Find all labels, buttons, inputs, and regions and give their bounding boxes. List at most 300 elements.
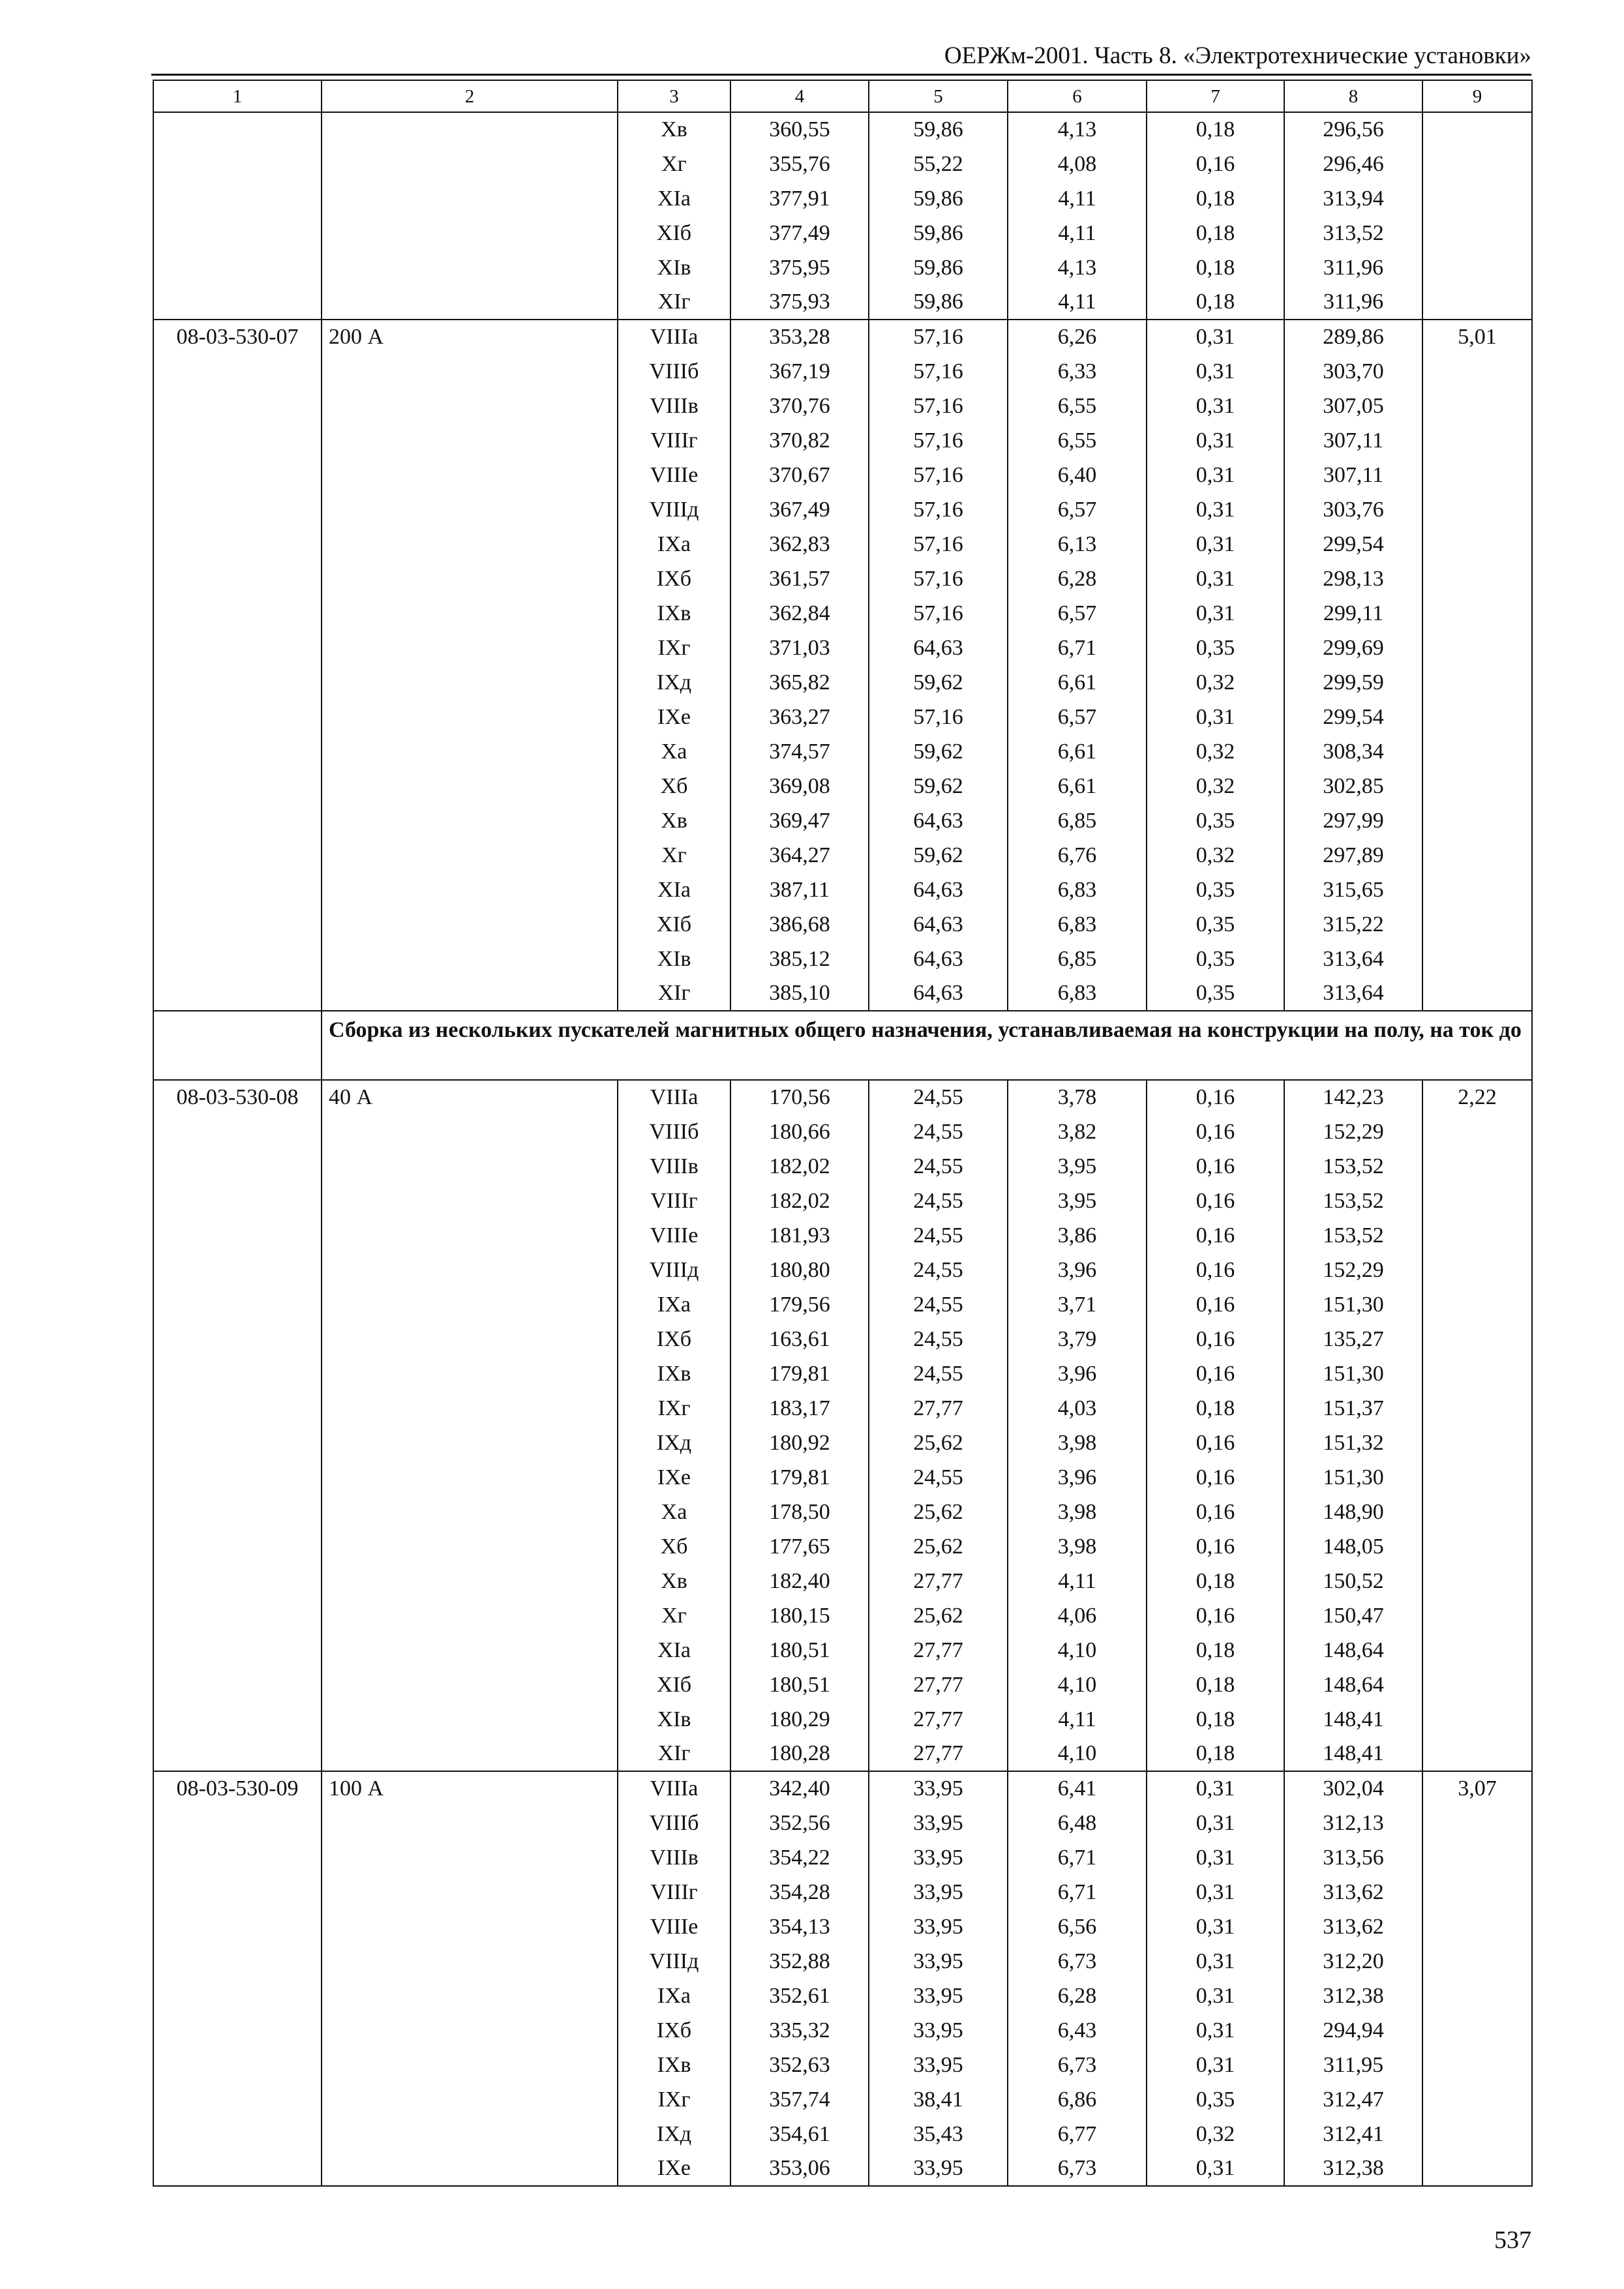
machines-cell: 3,71	[1008, 1287, 1147, 1322]
machines-cell: 6,26	[1008, 320, 1147, 354]
wages-cell: 27,77	[869, 1668, 1008, 1702]
materials-cell: 153,52	[1284, 1184, 1422, 1218]
total-cost-cell: 352,88	[730, 1944, 869, 1979]
machines-cell: 6,57	[1008, 596, 1147, 631]
total-cost-cell: 182,40	[730, 1564, 869, 1598]
total-cost-cell: 354,22	[730, 1840, 869, 1875]
zone-cell: Xв	[618, 112, 730, 147]
materials-cell: 312,13	[1284, 1806, 1422, 1840]
zone-cell: VIIIе	[618, 1909, 730, 1944]
wages-cell: 57,16	[869, 700, 1008, 734]
materials-cell: 313,64	[1284, 942, 1422, 976]
driver-wages-cell: 0,18	[1147, 216, 1284, 250]
zone-cell: IXа	[618, 1287, 730, 1322]
zone-cell: IXе	[618, 2151, 730, 2186]
wages-cell: 59,62	[869, 838, 1008, 873]
driver-wages-cell: 0,31	[1147, 492, 1284, 527]
driver-wages-cell: 0,31	[1147, 389, 1284, 423]
machines-cell: 6,40	[1008, 458, 1147, 492]
wages-cell: 24,55	[869, 1460, 1008, 1495]
machines-cell: 6,61	[1008, 769, 1147, 803]
driver-wages-cell: 0,32	[1147, 665, 1284, 700]
driver-wages-cell: 0,18	[1147, 1391, 1284, 1426]
materials-cell: 297,99	[1284, 803, 1422, 838]
zone-cell: XIг	[618, 285, 730, 320]
materials-cell: 303,76	[1284, 492, 1422, 527]
driver-wages-cell: 0,31	[1147, 1909, 1284, 1944]
machines-cell: 4,06	[1008, 1598, 1147, 1633]
driver-wages-cell: 0,16	[1147, 1149, 1284, 1184]
driver-wages-cell: 0,31	[1147, 458, 1284, 492]
zone-cell: IXд	[618, 2117, 730, 2151]
materials-cell: 294,94	[1284, 2013, 1422, 2048]
machines-cell: 4,11	[1008, 216, 1147, 250]
wages-cell: 57,16	[869, 423, 1008, 458]
materials-cell: 148,05	[1284, 1529, 1422, 1564]
machines-cell: 4,10	[1008, 1668, 1147, 1702]
wages-cell: 64,63	[869, 631, 1008, 665]
materials-cell: 299,54	[1284, 700, 1422, 734]
materials-cell: 315,65	[1284, 873, 1422, 907]
total-cost-cell: 182,02	[730, 1184, 869, 1218]
materials-cell: 151,30	[1284, 1460, 1422, 1495]
wages-cell: 33,95	[869, 1944, 1008, 1979]
zone-cell: IXа	[618, 527, 730, 561]
machines-cell: 6,57	[1008, 492, 1147, 527]
rate-code: 08-03-530-09	[153, 1771, 322, 2186]
machines-cell: 6,73	[1008, 2151, 1147, 2186]
total-cost-cell: 370,76	[730, 389, 869, 423]
driver-wages-cell: 0,35	[1147, 803, 1284, 838]
zone-cell: VIIIд	[618, 1253, 730, 1287]
materials-cell: 148,41	[1284, 1737, 1422, 1771]
driver-wages-cell: 0,16	[1147, 1529, 1284, 1564]
wages-cell: 25,62	[869, 1426, 1008, 1460]
section-heading: Сборка из нескольких пускателей магнитных общего назначения, устанавливаемая на конструкции на полу, на ток до	[322, 1011, 1532, 1080]
total-cost-cell: 371,03	[730, 631, 869, 665]
materials-cell: 307,05	[1284, 389, 1422, 423]
materials-cell: 299,54	[1284, 527, 1422, 561]
total-cost-cell: 180,51	[730, 1668, 869, 1702]
materials-cell: 150,52	[1284, 1564, 1422, 1598]
rate-code: 08-03-530-08	[153, 1080, 322, 1771]
machines-cell: 6,83	[1008, 976, 1147, 1011]
wages-cell: 33,95	[869, 1909, 1008, 1944]
zone-cell: XIв	[618, 942, 730, 976]
materials-cell: 142,23	[1284, 1080, 1422, 1115]
total-cost-cell: 179,81	[730, 1460, 869, 1495]
materials-cell: 296,46	[1284, 147, 1422, 181]
driver-wages-cell: 0,16	[1147, 1253, 1284, 1287]
wages-cell: 57,16	[869, 320, 1008, 354]
driver-wages-cell: 0,35	[1147, 2082, 1284, 2117]
total-cost-cell: 363,27	[730, 700, 869, 734]
machines-cell: 4,11	[1008, 1702, 1147, 1737]
wages-cell: 27,77	[869, 1391, 1008, 1426]
rate-description	[322, 112, 618, 320]
table-row	[153, 112, 1532, 147]
driver-wages-cell: 0,31	[1147, 2151, 1284, 2186]
machines-cell: 4,11	[1008, 181, 1147, 216]
column-number-6: 6	[1008, 80, 1147, 112]
machines-cell: 4,13	[1008, 250, 1147, 285]
materials-cell: 313,94	[1284, 181, 1422, 216]
driver-wages-cell: 0,32	[1147, 734, 1284, 769]
column-number-5: 5	[869, 80, 1008, 112]
header-rule	[151, 74, 1531, 76]
wages-cell: 33,95	[869, 1840, 1008, 1875]
materials-cell: 315,22	[1284, 907, 1422, 942]
wages-cell: 57,16	[869, 492, 1008, 527]
driver-wages-cell: 0,31	[1147, 700, 1284, 734]
machines-cell: 6,71	[1008, 1875, 1147, 1909]
driver-wages-cell: 0,16	[1147, 1080, 1284, 1115]
labor-cost-cell: 3,07	[1422, 1771, 1532, 2186]
materials-cell: 313,52	[1284, 216, 1422, 250]
zone-cell: Xб	[618, 769, 730, 803]
total-cost-cell: 370,67	[730, 458, 869, 492]
zone-cell: VIIIе	[618, 458, 730, 492]
rate-code	[153, 112, 322, 320]
section-heading-row	[153, 1011, 1532, 1080]
wages-cell: 57,16	[869, 354, 1008, 389]
rates-table-container	[153, 80, 1531, 2187]
driver-wages-cell: 0,31	[1147, 2048, 1284, 2082]
machines-cell: 6,61	[1008, 734, 1147, 769]
zone-cell: IXв	[618, 1356, 730, 1391]
materials-cell: 148,90	[1284, 1495, 1422, 1529]
materials-cell: 312,20	[1284, 1944, 1422, 1979]
machines-cell: 3,98	[1008, 1495, 1147, 1529]
materials-cell: 297,89	[1284, 838, 1422, 873]
driver-wages-cell: 0,18	[1147, 1702, 1284, 1737]
total-cost-cell: 180,80	[730, 1253, 869, 1287]
total-cost-cell: 375,93	[730, 285, 869, 320]
zone-cell: Xб	[618, 1529, 730, 1564]
materials-cell: 299,59	[1284, 665, 1422, 700]
wages-cell: 33,95	[869, 1771, 1008, 1806]
zone-cell: IXг	[618, 1391, 730, 1426]
driver-wages-cell: 0,35	[1147, 976, 1284, 1011]
total-cost-cell: 181,93	[730, 1218, 869, 1253]
zone-cell: Xа	[618, 1495, 730, 1529]
wages-cell: 33,95	[869, 1875, 1008, 1909]
machines-cell: 4,03	[1008, 1391, 1147, 1426]
total-cost-cell: 180,51	[730, 1633, 869, 1668]
zone-cell: XIа	[618, 873, 730, 907]
materials-cell: 311,96	[1284, 250, 1422, 285]
driver-wages-cell: 0,35	[1147, 942, 1284, 976]
zone-cell: IXг	[618, 2082, 730, 2117]
wages-cell: 33,95	[869, 1979, 1008, 2013]
materials-cell: 311,95	[1284, 2048, 1422, 2082]
zone-cell: XIг	[618, 1737, 730, 1771]
driver-wages-cell: 0,16	[1147, 1426, 1284, 1460]
materials-cell: 299,11	[1284, 596, 1422, 631]
zone-cell: VIIIв	[618, 1840, 730, 1875]
zone-cell: XIб	[618, 1668, 730, 1702]
total-cost-cell: 361,57	[730, 561, 869, 596]
materials-cell: 151,30	[1284, 1287, 1422, 1322]
rate-description: 200 А	[322, 320, 618, 1011]
total-cost-cell: 352,61	[730, 1979, 869, 2013]
wages-cell: 24,55	[869, 1149, 1008, 1184]
total-cost-cell: 179,81	[730, 1356, 869, 1391]
labor-cost-cell: 2,22	[1422, 1080, 1532, 1771]
zone-cell: IXб	[618, 561, 730, 596]
zone-cell: VIIIа	[618, 1080, 730, 1115]
column-number-7: 7	[1147, 80, 1284, 112]
materials-cell: 153,52	[1284, 1218, 1422, 1253]
driver-wages-cell: 0,16	[1147, 1460, 1284, 1495]
total-cost-cell: 182,02	[730, 1149, 869, 1184]
driver-wages-cell: 0,18	[1147, 1737, 1284, 1771]
total-cost-cell: 385,12	[730, 942, 869, 976]
total-cost-cell: 375,95	[730, 250, 869, 285]
zone-cell: IXе	[618, 700, 730, 734]
machines-cell: 6,86	[1008, 2082, 1147, 2117]
driver-wages-cell: 0,16	[1147, 1495, 1284, 1529]
wages-cell: 24,55	[869, 1184, 1008, 1218]
materials-cell: 150,47	[1284, 1598, 1422, 1633]
running-header: ОЕРЖм-2001. Часть 8. «Электротехнические установки»	[944, 42, 1531, 69]
total-cost-cell: 180,92	[730, 1426, 869, 1460]
total-cost-cell: 369,08	[730, 769, 869, 803]
materials-cell: 148,64	[1284, 1668, 1422, 1702]
zone-cell: IXв	[618, 2048, 730, 2082]
driver-wages-cell: 0,31	[1147, 596, 1284, 631]
machines-cell: 6,41	[1008, 1771, 1147, 1806]
total-cost-cell: 364,27	[730, 838, 869, 873]
zone-cell: VIIIд	[618, 1944, 730, 1979]
materials-cell: 308,34	[1284, 734, 1422, 769]
zone-cell: VIIIа	[618, 1771, 730, 1806]
total-cost-cell: 357,74	[730, 2082, 869, 2117]
zone-cell: IXб	[618, 2013, 730, 2048]
driver-wages-cell: 0,31	[1147, 354, 1284, 389]
zone-cell: XIа	[618, 1633, 730, 1668]
driver-wages-cell: 0,31	[1147, 1771, 1284, 1806]
total-cost-cell: 352,56	[730, 1806, 869, 1840]
wages-cell: 59,86	[869, 181, 1008, 216]
machines-cell: 6,77	[1008, 2117, 1147, 2151]
total-cost-cell: 180,66	[730, 1115, 869, 1149]
materials-cell: 307,11	[1284, 458, 1422, 492]
column-number-2: 2	[322, 80, 618, 112]
total-cost-cell: 369,47	[730, 803, 869, 838]
total-cost-cell: 385,10	[730, 976, 869, 1011]
column-number-3: 3	[618, 80, 730, 112]
driver-wages-cell: 0,16	[1147, 1598, 1284, 1633]
wages-cell: 64,63	[869, 976, 1008, 1011]
wages-cell: 24,55	[869, 1115, 1008, 1149]
zone-cell: VIIIб	[618, 354, 730, 389]
machines-cell: 4,10	[1008, 1633, 1147, 1668]
labor-cost-cell: 5,01	[1422, 320, 1532, 1011]
total-cost-cell: 353,06	[730, 2151, 869, 2186]
machines-cell: 4,11	[1008, 1564, 1147, 1598]
zone-cell: VIIIг	[618, 423, 730, 458]
materials-cell: 312,38	[1284, 1979, 1422, 2013]
driver-wages-cell: 0,18	[1147, 1564, 1284, 1598]
zone-cell: XIб	[618, 907, 730, 942]
wages-cell: 27,77	[869, 1564, 1008, 1598]
driver-wages-cell: 0,31	[1147, 1806, 1284, 1840]
zone-cell: Xг	[618, 838, 730, 873]
machines-cell: 3,96	[1008, 1253, 1147, 1287]
driver-wages-cell: 0,18	[1147, 285, 1284, 320]
wages-cell: 24,55	[869, 1356, 1008, 1391]
wages-cell: 33,95	[869, 2151, 1008, 2186]
column-number-4: 4	[730, 80, 869, 112]
driver-wages-cell: 0,31	[1147, 561, 1284, 596]
wages-cell: 64,63	[869, 907, 1008, 942]
driver-wages-cell: 0,16	[1147, 1184, 1284, 1218]
labor-cost-cell	[1422, 112, 1532, 320]
total-cost-cell: 387,11	[730, 873, 869, 907]
wages-cell: 57,16	[869, 389, 1008, 423]
total-cost-cell: 183,17	[730, 1391, 869, 1426]
total-cost-cell: 352,63	[730, 2048, 869, 2082]
total-cost-cell: 163,61	[730, 1322, 869, 1356]
wages-cell: 35,43	[869, 2117, 1008, 2151]
wages-cell: 57,16	[869, 458, 1008, 492]
materials-cell: 289,86	[1284, 320, 1422, 354]
total-cost-cell: 362,84	[730, 596, 869, 631]
driver-wages-cell: 0,18	[1147, 181, 1284, 216]
zone-cell: IXд	[618, 1426, 730, 1460]
wages-cell: 64,63	[869, 942, 1008, 976]
machines-cell: 6,61	[1008, 665, 1147, 700]
machines-cell: 6,83	[1008, 873, 1147, 907]
wages-cell: 27,77	[869, 1702, 1008, 1737]
wages-cell: 57,16	[869, 596, 1008, 631]
total-cost-cell: 370,82	[730, 423, 869, 458]
wages-cell: 59,86	[869, 216, 1008, 250]
zone-cell: VIIIб	[618, 1115, 730, 1149]
table-row	[153, 1771, 1532, 1806]
machines-cell: 3,96	[1008, 1460, 1147, 1495]
total-cost-cell: 354,28	[730, 1875, 869, 1909]
machines-cell: 4,10	[1008, 1737, 1147, 1771]
wages-cell: 33,95	[869, 2013, 1008, 2048]
rate-description: 40 А	[322, 1080, 618, 1771]
driver-wages-cell: 0,16	[1147, 1218, 1284, 1253]
column-number-8: 8	[1284, 80, 1422, 112]
materials-cell: 302,85	[1284, 769, 1422, 803]
wages-cell: 33,95	[869, 1806, 1008, 1840]
zone-cell: IXб	[618, 1322, 730, 1356]
total-cost-cell: 342,40	[730, 1771, 869, 1806]
wages-cell: 25,62	[869, 1598, 1008, 1633]
total-cost-cell: 367,19	[730, 354, 869, 389]
total-cost-cell: 178,50	[730, 1495, 869, 1529]
materials-cell: 151,32	[1284, 1426, 1422, 1460]
total-cost-cell: 377,91	[730, 181, 869, 216]
machines-cell: 3,98	[1008, 1426, 1147, 1460]
wages-cell: 59,86	[869, 285, 1008, 320]
driver-wages-cell: 0,31	[1147, 1875, 1284, 1909]
zone-cell: Xа	[618, 734, 730, 769]
wages-cell: 27,77	[869, 1633, 1008, 1668]
machines-cell: 6,83	[1008, 907, 1147, 942]
driver-wages-cell: 0,31	[1147, 1979, 1284, 2013]
driver-wages-cell: 0,16	[1147, 1356, 1284, 1391]
total-cost-cell: 367,49	[730, 492, 869, 527]
zone-cell: XIа	[618, 181, 730, 216]
materials-cell: 312,38	[1284, 2151, 1422, 2186]
wages-cell: 24,55	[869, 1287, 1008, 1322]
wages-cell: 59,62	[869, 769, 1008, 803]
total-cost-cell: 365,82	[730, 665, 869, 700]
rates-table	[153, 80, 1533, 2187]
driver-wages-cell: 0,16	[1147, 1322, 1284, 1356]
materials-cell: 312,47	[1284, 2082, 1422, 2117]
total-cost-cell: 362,83	[730, 527, 869, 561]
total-cost-cell: 353,28	[730, 320, 869, 354]
total-cost-cell: 354,13	[730, 1909, 869, 1944]
materials-cell: 152,29	[1284, 1115, 1422, 1149]
materials-cell: 296,56	[1284, 112, 1422, 147]
wages-cell: 24,55	[869, 1218, 1008, 1253]
total-cost-cell: 374,57	[730, 734, 869, 769]
machines-cell: 3,79	[1008, 1322, 1147, 1356]
machines-cell: 3,98	[1008, 1529, 1147, 1564]
materials-cell: 307,11	[1284, 423, 1422, 458]
zone-cell: XIв	[618, 250, 730, 285]
materials-cell: 153,52	[1284, 1149, 1422, 1184]
driver-wages-cell: 0,18	[1147, 1633, 1284, 1668]
machines-cell: 6,73	[1008, 1944, 1147, 1979]
wages-cell: 59,86	[869, 112, 1008, 147]
machines-cell: 3,96	[1008, 1356, 1147, 1391]
zone-cell: VIIIа	[618, 320, 730, 354]
wages-cell: 25,62	[869, 1495, 1008, 1529]
wages-cell: 55,22	[869, 147, 1008, 181]
total-cost-cell: 180,28	[730, 1737, 869, 1771]
wages-cell: 64,63	[869, 873, 1008, 907]
machines-cell: 6,85	[1008, 803, 1147, 838]
driver-wages-cell: 0,16	[1147, 147, 1284, 181]
wages-cell: 59,62	[869, 734, 1008, 769]
total-cost-cell: 354,61	[730, 2117, 869, 2151]
machines-cell: 6,85	[1008, 942, 1147, 976]
wages-cell: 24,55	[869, 1322, 1008, 1356]
wages-cell: 59,86	[869, 250, 1008, 285]
total-cost-cell: 377,49	[730, 216, 869, 250]
machines-cell: 3,78	[1008, 1080, 1147, 1115]
zone-cell: IXе	[618, 1460, 730, 1495]
total-cost-cell: 360,55	[730, 112, 869, 147]
total-cost-cell: 386,68	[730, 907, 869, 942]
driver-wages-cell: 0,31	[1147, 320, 1284, 354]
zone-cell: VIIIг	[618, 1875, 730, 1909]
driver-wages-cell: 0,31	[1147, 2013, 1284, 2048]
zone-cell: VIIIв	[618, 389, 730, 423]
table-row	[153, 320, 1532, 354]
driver-wages-cell: 0,18	[1147, 1668, 1284, 1702]
wages-cell: 57,16	[869, 527, 1008, 561]
total-cost-cell: 177,65	[730, 1529, 869, 1564]
total-cost-cell: 180,29	[730, 1702, 869, 1737]
rate-description: 100 А	[322, 1771, 618, 2186]
zone-cell: VIIIв	[618, 1149, 730, 1184]
machines-cell: 6,71	[1008, 1840, 1147, 1875]
zone-cell: XIб	[618, 216, 730, 250]
machines-cell: 6,28	[1008, 1979, 1147, 2013]
wages-cell: 59,62	[869, 665, 1008, 700]
zone-cell: IXд	[618, 665, 730, 700]
